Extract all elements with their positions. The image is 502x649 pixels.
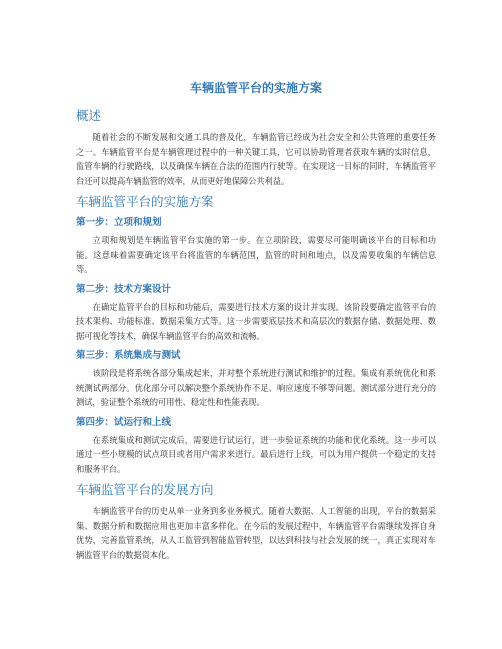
- document-title: 车辆监管平台的实施方案: [189, 81, 322, 95]
- document-page: [76, 76, 436, 568]
- step-3-paragraph: 该阶段是将系统各部分集成起来，并对整个系统进行测试和维护的过程。集成有系统优化和系统测试两部分。优化部分可以解决整个系统协作不足、响应速度不够等问题。测试部分进行充分的测试，验证整个系统的可用性、稳定性和性能表现。: [76, 368, 436, 407]
- overview-paragraph: 随着社会的不断发展和交通工具的普及化，车辆监管已经成为社会安全和公共管理的重要任务之一。车辆监管平台是车辆管理过程中的一种关键工具，它可以协助管理者获取车辆的实时信息，监管车辆的行驶路线，以及确保车辆在合法的范围内行驶等。在实现这一目标的同时，车辆监管平台还可以提高车辆监管的效率，从而更好地保障公共利益。: [76, 132, 436, 186]
- step-2-paragraph: 在确定监管平台的目标和功能后，需要进行技术方案的设计并实现。该阶段要确定监管平台的技术架构、功能标准、数据采集方式等。这一步需要底层技术和高层次的数据存储、数据处理、数据可视化等技术，确保车辆监管平台的高效和流畅。: [76, 301, 436, 341]
- step-2-heading: 第二步：技术方案设计: [76, 283, 172, 295]
- step-1-paragraph: 立项和规划是车辆监管平台实施的第一步。在立项阶段，需要尽可能明确该平台的目标和功能。这意味着需要确定该平台将监管的车辆范围，监管的时间和地点，以及需要收集的车辆信息等。: [76, 235, 436, 274]
- section-heading-implementation: 车辆监管平台的实施方案: [76, 194, 214, 209]
- section-heading-development: 车辆监管平台的发展方向: [76, 482, 214, 497]
- development-paragraph: 车辆监管平台的历史从单一业务到多业务模式。随着大数据、人工智能的出现，平台的数据采集、数据分析和数据应用也更加丰富多样化。在今后的发展过程中，车辆监管平台需继续发挥自身优势，完善监管系统，从人工监管到智能监管转型，以达到科技与社会发展的统一，真正实现对车辆监管平台的数据资本化。: [76, 506, 436, 560]
- step-3-heading: 第三步：系统集成与测试: [76, 350, 181, 361]
- section-heading-overview: 概述: [76, 108, 102, 123]
- step-4-paragraph: 在系统集成和测试完成后，需要进行试运行，进一步验证系统的功能和优化系统。这一步可以通过一些小规模的试点项目或者用户需求来进行。最后进行上线，可以为用户提供一个稳定的支持和服务平台。: [76, 434, 436, 474]
- step-4-heading: 第四步：试运行和上线: [76, 416, 172, 428]
- step-1-heading: 第一步：立项和规划: [76, 217, 162, 228]
